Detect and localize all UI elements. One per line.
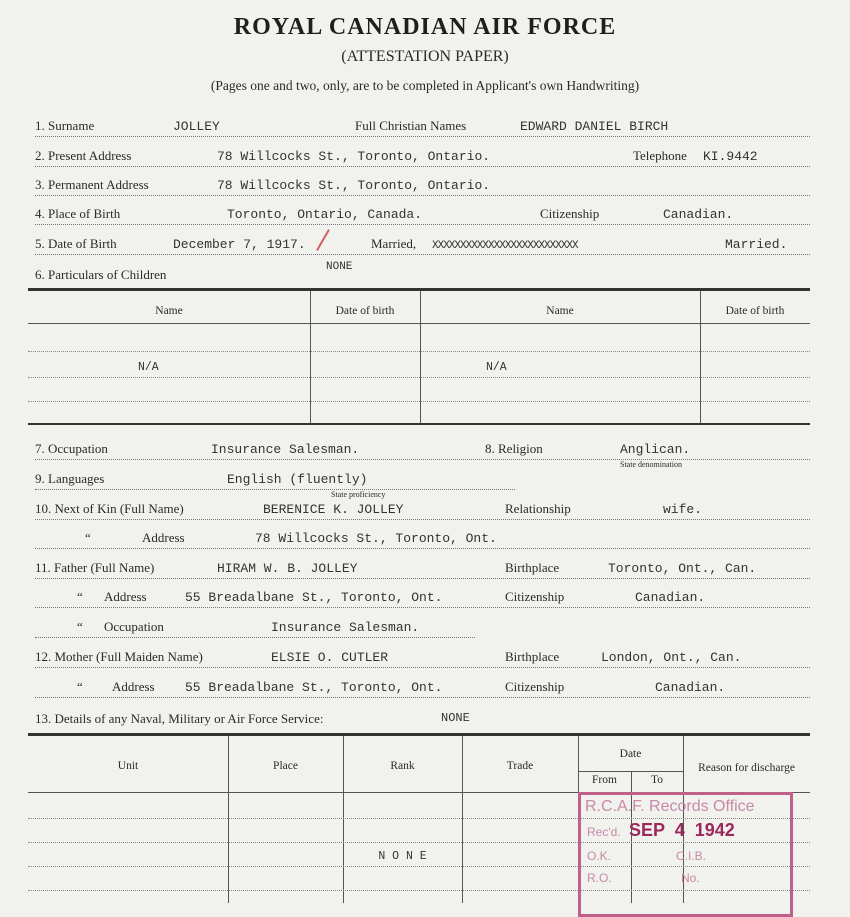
occupation-row <box>35 440 810 469</box>
label: Relationship <box>505 501 571 516</box>
child-name-value: N/A <box>138 361 159 374</box>
stamp-no: No. <box>681 871 700 885</box>
next-of-kin-value: BERENICE K. JOLLEY <box>263 502 404 517</box>
children-label: 6. Particulars of Children <box>35 267 167 282</box>
dob-value: December 7, 1917. <box>173 237 306 252</box>
col-header: Date of birth <box>335 305 395 317</box>
religion-note: State denomination <box>620 460 682 469</box>
dob-row <box>35 235 810 255</box>
father-row <box>35 559 810 579</box>
form-title: ROYAL CANADIAN AIR FORCE <box>233 14 617 40</box>
father-address-value: 55 Breadalbane St., Toronto, Ont. <box>185 590 443 605</box>
label: 9. Languages <box>35 471 105 486</box>
col-header: Name <box>546 305 574 317</box>
father-address-row <box>35 588 810 608</box>
label: 12. Mother (Full Maiden Name) <box>35 649 203 664</box>
label: 7. Occupation <box>35 441 108 456</box>
service-rank-value: N O N E <box>378 850 427 863</box>
birthplace-row <box>35 205 810 225</box>
ditto: “ <box>77 619 83 634</box>
father-occupation-value: Insurance Salesman. <box>271 620 420 635</box>
occupation-value: Insurance Salesman. <box>211 442 360 457</box>
mother-value: ELSIE O. CUTLER <box>271 650 389 665</box>
label: Address <box>112 679 155 694</box>
mother-address-value: 55 Breadalbane St., Toronto, Ont. <box>185 680 443 695</box>
surname-value: JOLLEY <box>173 119 220 134</box>
languages-row <box>35 470 515 499</box>
married-value: Married. <box>725 237 788 252</box>
ditto: “ <box>77 589 83 604</box>
ditto: “ <box>77 679 83 694</box>
father-birthplace-value: Toronto, Ont., Can. <box>608 561 757 576</box>
label: 3. Permanent Address <box>35 177 149 192</box>
nok-address-value: 78 Willcocks St., Toronto, Ont. <box>255 531 497 546</box>
present-address-value: 78 Willcocks St., Toronto, Ontario. <box>217 149 491 164</box>
stamp-title: R.C.A.F. Records Office <box>585 798 755 815</box>
col-header: Trade <box>506 760 534 772</box>
label: 1. Surname <box>35 118 95 133</box>
label: Occupation <box>104 619 164 634</box>
nok-address-row <box>35 529 810 549</box>
col-header: Reason for discharge <box>698 762 795 774</box>
mother-citizenship-value: Canadian. <box>655 680 726 695</box>
permanent-address-row <box>35 176 810 196</box>
col-header: To <box>651 774 663 786</box>
citizenship-value: Canadian. <box>663 207 734 222</box>
col-header: Date of birth <box>725 305 785 317</box>
father-citizenship-value: Canadian. <box>635 590 706 605</box>
present-address-row <box>35 147 810 167</box>
col-header: Place <box>273 760 298 772</box>
label: Address <box>142 530 185 545</box>
label: Telephone <box>633 148 687 163</box>
mother-address-row <box>35 678 810 698</box>
service-value: NONE <box>441 711 470 725</box>
label: Citizenship <box>505 589 565 604</box>
permanent-address-value: 78 Willcocks St., Toronto, Ontario. <box>217 178 491 193</box>
label: Married, <box>371 236 417 251</box>
christian-names-value: EDWARD DANIEL BIRCH <box>520 119 669 134</box>
ditto: “ <box>85 530 91 545</box>
service-label: 13. Details of any Naval, Military or Air Force Service: <box>35 711 324 726</box>
label: 4. Place of Birth <box>35 206 121 221</box>
struck-text: XXXXXXXXXXXXXXXXXXXXXXXXXX <box>432 240 578 252</box>
label: 8. Religion <box>485 441 543 456</box>
label: 11. Father (Full Name) <box>35 560 155 575</box>
label: Birthplace <box>505 560 560 575</box>
stamp-recd: Rec'd. <box>587 825 621 839</box>
mother-birthplace-value: London, Ont., Can. <box>601 650 742 665</box>
label: Citizenship <box>505 679 565 694</box>
col-header: Rank <box>390 760 415 772</box>
languages-value: English (fluently) <box>227 472 368 487</box>
stamp-cib: C.I.B. <box>676 849 707 863</box>
father-value: HIRAM W. B. JOLLEY <box>217 561 358 576</box>
label: 2. Present Address <box>35 148 132 163</box>
children-value: NONE <box>326 261 353 273</box>
mother-row <box>35 648 810 668</box>
label: Citizenship <box>540 206 600 221</box>
label: 5. Date of Birth <box>35 236 117 251</box>
birthplace-value: Toronto, Ontario, Canada. <box>227 207 423 222</box>
telephone-value: KI.9442 <box>703 149 758 164</box>
col-header: Name <box>155 305 183 317</box>
label: Birthplace <box>505 649 560 664</box>
children-table <box>28 288 810 425</box>
label: 10. Next of Kin (Full Name) <box>35 501 184 516</box>
next-of-kin-row <box>35 500 810 520</box>
form-note: (Pages one and two, only, are to be completed in Applicant's own Handwriting) <box>210 78 640 93</box>
col-header: Unit <box>117 760 139 772</box>
col-header: From <box>592 774 617 786</box>
records-office-stamp <box>578 792 793 917</box>
stamp-date: SEP 4 1942 <box>629 820 735 840</box>
stamp-ro: R.O. <box>587 871 612 885</box>
label: Full Christian Names <box>355 118 467 133</box>
col-header: Date <box>619 748 642 760</box>
stamp-ok: O.K. <box>587 849 612 863</box>
relationship-value: wife. <box>663 502 703 517</box>
religion-value: Anglican. <box>620 442 691 457</box>
languages-note: State proficiency <box>331 490 386 499</box>
child-name-value: N/A <box>486 361 507 374</box>
form-subtitle: (ATTESTATION PAPER) <box>341 48 509 65</box>
label: Address <box>104 589 147 604</box>
father-occupation-row <box>35 618 475 638</box>
surname-row <box>35 117 810 137</box>
